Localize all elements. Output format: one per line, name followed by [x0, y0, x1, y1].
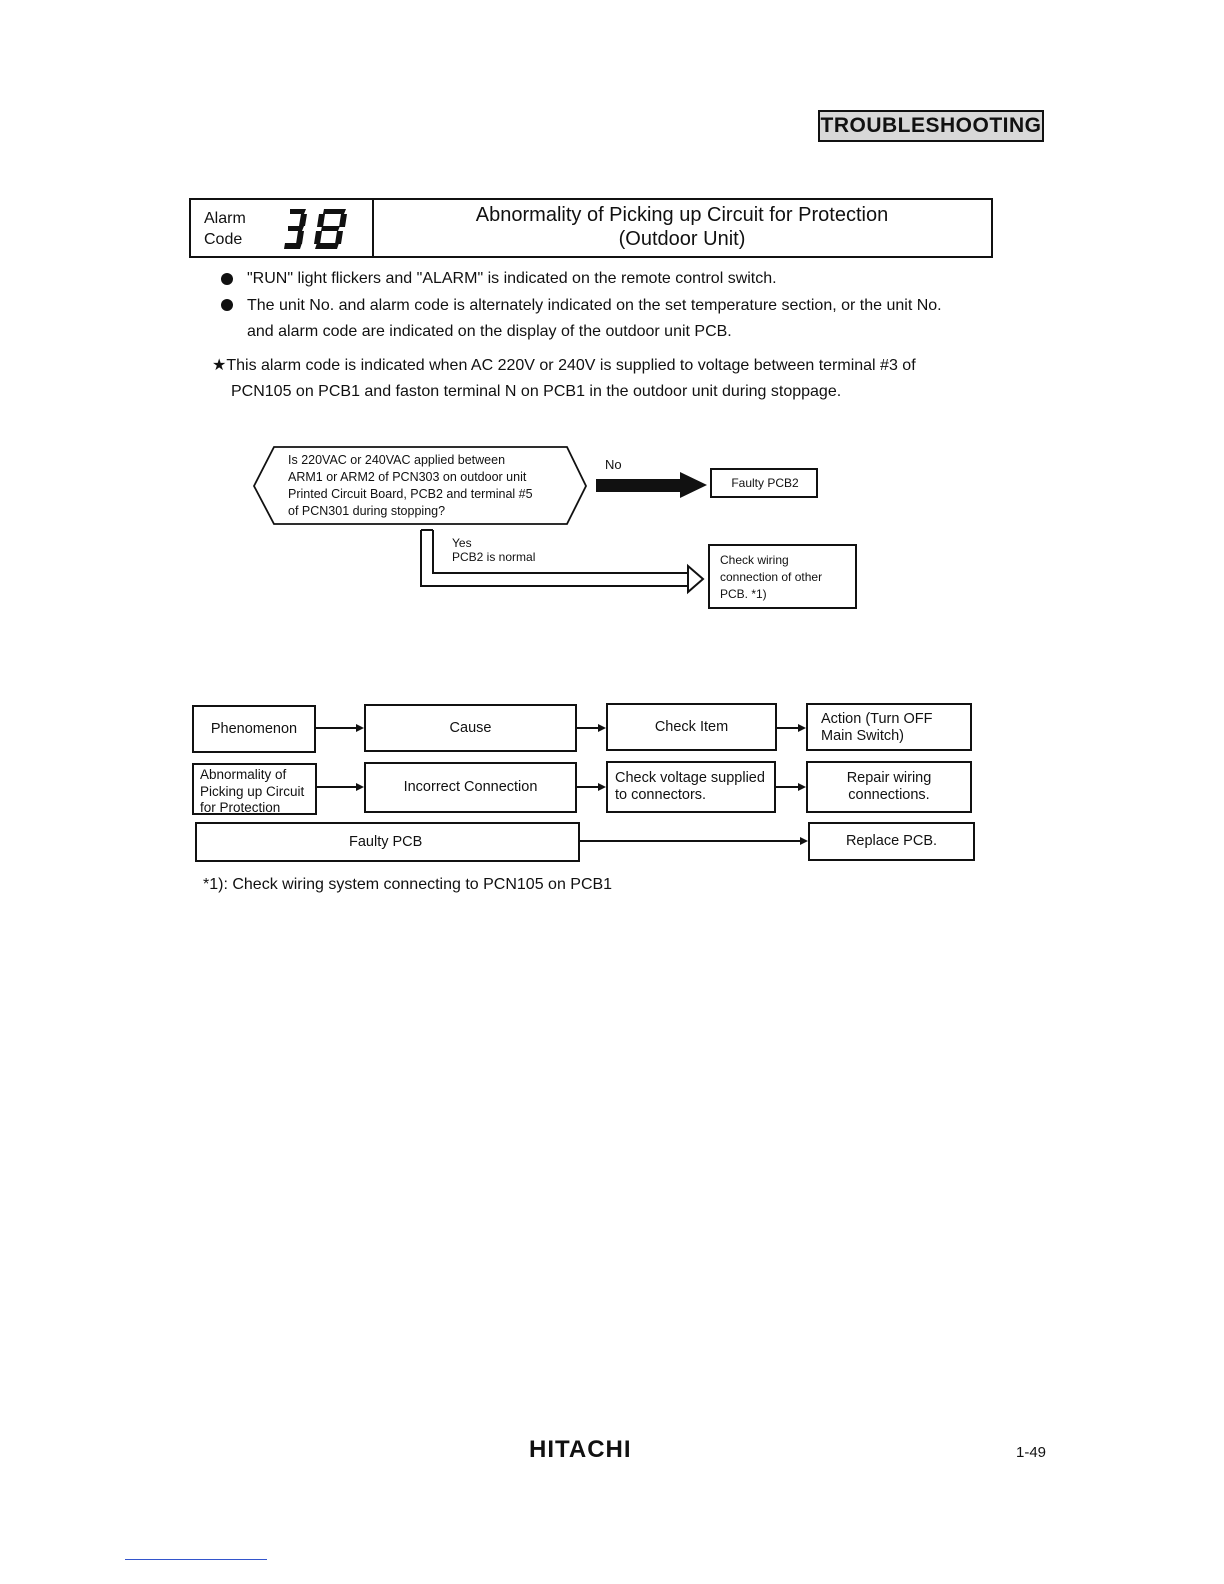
no-arrow-head: [680, 472, 707, 498]
alarm-label: Alarm: [204, 210, 246, 227]
phenomenon-line2: Picking up Circuit: [200, 783, 305, 799]
action-line1: Repair wiring: [846, 770, 932, 786]
check-wiring-line3: PCB. *1): [720, 587, 767, 601]
pcb2-normal-label: PCB2 is normal: [452, 550, 536, 564]
phenomenon-header: Phenomenon: [192, 705, 316, 753]
cause-header: Cause: [364, 704, 577, 752]
note-line2: PCN105 on PCB1 and faston terminal N on PCB1 in the outdoor unit during stoppage.: [231, 383, 842, 400]
cause-cell-2: Faulty PCB: [195, 822, 580, 862]
check-item-line1: Check voltage supplied: [615, 770, 765, 786]
action-cell-2: Replace PCB.: [808, 822, 975, 861]
alarm-title-line1: Abnormality of Picking up Circuit for Protection: [475, 204, 889, 226]
action-header-line1: Action (Turn OFF: [821, 711, 933, 727]
check-item-cell-1: [606, 761, 776, 813]
check-wiring-text: [720, 552, 822, 603]
phenomenon-line3: for Protection: [200, 800, 281, 815]
action-cell-1: [806, 761, 972, 813]
bullet-text-2b: and alarm code are indicated on the display of the outdoor unit PCB.: [247, 323, 732, 340]
no-label: No: [605, 457, 622, 472]
footnote: *1): Check wiring system connecting to PCN105 on PCB1: [203, 876, 613, 893]
alarm-title-line2: (Outdoor Unit): [618, 228, 746, 250]
footer-rule: [125, 1559, 267, 1560]
check-item-line2: to connectors.: [615, 787, 707, 803]
section-tag: TROUBLESHOOTING: [818, 110, 1044, 142]
page-number: 1-49: [1016, 1444, 1047, 1461]
note-text-1: This alarm code is indicated when AC 220V or 240V is supplied to voltage between terminal #3 of: [226, 357, 916, 374]
phenomenon-cell: [192, 763, 317, 815]
faulty-pcb2-label: Faulty PCB2: [731, 476, 799, 490]
code-label: Code: [204, 231, 243, 248]
cause-cell-1: Incorrect Connection: [364, 762, 577, 813]
action-header-line2: Main Switch): [821, 728, 904, 744]
action-line2: connections.: [848, 787, 930, 803]
brand-logo: HITACHI: [529, 1436, 632, 1463]
no-arrow-shaft: [596, 479, 680, 492]
action-header: [806, 703, 972, 751]
bullet-text-1: "RUN" light flickers and "ALARM" is indicated on the remote control switch.: [247, 270, 777, 287]
phenomenon-line1: Abnormality of: [200, 767, 287, 782]
yes-arrow-head: [688, 566, 703, 592]
decision-line3: Printed Circuit Board, PCB2 and terminal #5: [288, 487, 533, 501]
yes-label: Yes: [452, 536, 472, 550]
bullet-text-2a: The unit No. and alarm code is alternately indicated on the set temperature section, or the unit No.: [247, 297, 942, 314]
flowchart-lines: [0, 0, 1224, 640]
check-wiring-line1: Check wiring: [720, 553, 789, 567]
star-icon: ★: [212, 357, 227, 374]
check-item-header: Check Item: [606, 703, 777, 751]
decision-text: [288, 452, 533, 520]
check-wiring-line2: connection of other: [720, 570, 823, 584]
decision-line2: ARM1 or ARM2 of PCN303 on outdoor unit: [288, 470, 527, 484]
decision-line1: Is 220VAC or 240VAC applied between: [288, 453, 506, 467]
decision-line4: of PCN301 during stopping?: [288, 504, 446, 518]
